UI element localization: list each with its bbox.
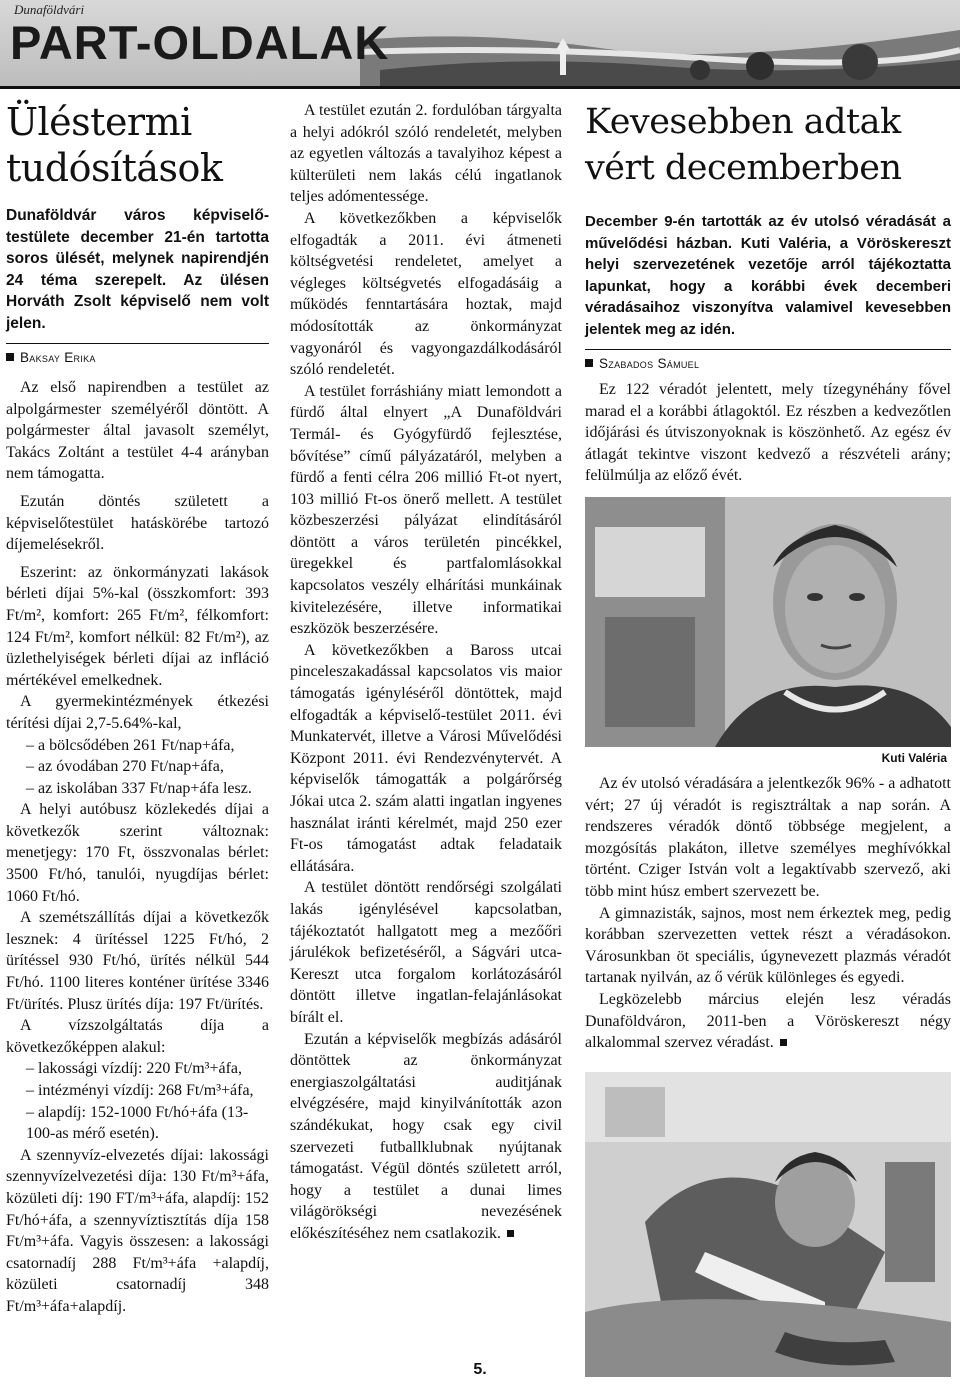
paragraph: A gyermekintézmények étkezési térítési díjai 2,7-5.64%-kal, (6, 693, 269, 732)
headline-line-1: Üléstermi (6, 100, 192, 144)
page-number: 5. (473, 1361, 487, 1378)
list-item: – az iskolában 337 Ft/nap+áfa lesz. (26, 779, 252, 797)
article-column-2 (290, 100, 562, 1244)
paragraph: Ezután döntés született a képviselőtestület hatáskörébe tartozó díjemelésekről. (6, 492, 269, 554)
masthead (0, 0, 960, 86)
photo-caption: Kuti Valéria (881, 750, 947, 765)
paragraph (585, 989, 951, 1054)
list-item: – az óvodában 270 Ft/nap+áfa, (26, 758, 224, 776)
author-name: Baksay Erika (20, 350, 96, 365)
paragraph (290, 1029, 562, 1245)
paragraph: A szennyvíz-elvezetés díjai: lakossági szennyvízelvezetési díja: 130 Ft/m³+áfa, közületi díj: 190 FT/m³+áfa, alapdíj: 152 Ft/hó+áfa, a szennyvíztisztítás díja 158 Ft/m³+áfa. Vagyis összesen: a lakossági csatornadíj 288 Ft/m³+áfa +alapdíj, közületi csatornadíj 348 Ft/m³+áfa+alapdíj. (6, 1146, 269, 1315)
article-lead: Dunaföldvár város képviselő-testülete december 21-én tartotta soros ülését, melynek napirendjén 24 téma szerepelt. Az ülésen Horváth Zsolt képviselő nem volt jelen. (6, 207, 269, 332)
article-column-3 (585, 95, 951, 1377)
end-mark-icon (780, 1039, 787, 1046)
article-headline (6, 99, 269, 191)
author-divider (6, 343, 269, 365)
headline-line-2: vért decemberben (585, 148, 902, 188)
portrait-photo (585, 497, 951, 747)
paragraph: Az első napirendben a testület az alpolgármester személyéről döntött. A polgármester által javasolt személyt, Takács Zoltánt a testület 4-4 arányban nem támogatta. (6, 379, 269, 483)
article-lead: December 9-én tartották az év utolsó véradását a művelődési házban. Kuti Valéria, a Vöröskereszt helyi szervezetének vezetője arról tájékoztatta lapunkat, hogy a korábbi évek decemberi véradásaihoz viszonyítva valamivel kevesebben jelentek meg az idén. (585, 213, 951, 338)
headline-line-1: Kevesebben adtak (585, 102, 901, 142)
paragraph: A testület forráshiány miatt lemondott a fürdő által elnyert „A Dunaföldvári Termál- és Gyógyfürdő fejlesztése, bővítése” című pályázatáról, melyben a fürdő a fenti célra 206 millió Ft-ot nyert, 103 millió Ft-os önerő mellett. A testület közbeszerzési pályázat elindításáról döntött a város területén pincékkel, üregekkel és partfalomlásokkal kapcsolatos veszély elhárítási munkáinak kivitelezésére, illetve informatikai eszközök beszerzésére. (290, 382, 562, 638)
article-author (6, 350, 269, 365)
blood-donation-image (585, 1072, 951, 1377)
paragraph: A helyi autóbusz közlekedés díjai a következők szerint változnak: menetjegy: 170 Ft, összvonalas bérlet: 3500 Ft/hó, tanulói, nyugdíjas bérlet: 1060 Ft/hó. (6, 801, 269, 905)
list-item: – alapdíj: 152-1000 Ft/hó+áfa (13-100-as mérő esetén). (26, 1103, 249, 1143)
blood-donation-photo (585, 1072, 951, 1377)
end-mark-icon (507, 1230, 514, 1237)
paragraph: A vízszolgáltatás díja a következőképpen alakul: (6, 1017, 269, 1056)
paragraph: Az év utolsó véradására a jelentkezők 96% - a adhatott vért; 27 új véradót is regisztráltak a nap során. A rendszeres véradók döntő többsége megjelent, a mozgósítás plakáton, illetve személyes meghívókkal történt. Cziger István volt a legaktívabb szervező, aki több mint húsz embert szervezett be. (585, 774, 951, 900)
masthead-rule (0, 86, 960, 89)
article-headline (585, 99, 951, 191)
portrait-image (585, 497, 951, 747)
paragraph: A testület ezután 2. fordulóban tárgyalta a helyi adókról szóló rendeletét, melyben az egyetlen változás a tavalyihoz képest a külterületi nem lakás célú ingatlanok teljes adómentessége. (290, 102, 562, 206)
paragraph: A szemétszállítás díjai a következők lesznek: 4 ürítéssel 1225 Ft/hó, 2 ürítéssel 930 Ft/hó, ürítés nélkül 544 Ft/hó. 1100 literes konténer ürítése 3346 Ft/ürítés. Plusz ürítés díja: 197 Ft/ürítés. (6, 909, 269, 1013)
paragraph-text: Legközelebb március elején lesz véradás Dunaföldváron, 2011-ben a Vöröskereszt négy alkalommal szervez véradást. (585, 990, 951, 1052)
square-bullet-icon (6, 353, 14, 361)
paragraph: A következőkben a képviselők elfogadták a 2011. évi átmeneti költségvetési rendeletet, amelyet a végleges költségvetés elfogadásáig a működés fenntartására hoztak, majd módosították az önkormányzat vagyonáról és vagyongazdálkodásáról szóló rendeletét. (290, 209, 562, 379)
list-item: – a bölcsődében 261 Ft/nap+áfa, (26, 736, 235, 754)
paragraph: Ez 122 véradót jelentett, mely tízegynéhány fővel marad el a korábbi átlagoktól. Ez részben a kedvezőtlen időjárási és útviszonyoknak is köszönhető. Az egész év átlagát tekintve viszont kedvező a részvételi arány; felülmúlja az előző évét. (585, 381, 951, 485)
list-item: – intézményi vízdíj: 268 Ft/m³+áfa, (26, 1082, 254, 1099)
paragraph: A gimnazisták, sajnos, most nem érkeztek meg, pedig korábban szervezetten vettek részt a véradásokon. Városunkban öt speciális, úgynevezett plazmás véradót tartanak nyilván, az ő vérük különleges és egyedi. (585, 904, 951, 987)
headline-line-2: tudósítások (6, 146, 223, 190)
paragraph-text: Ezután a képviselők megbízás adásáról döntöttek az önkormányzat energiaszolgáltatási auditjának elvégzésére, majd kinyilvánították azon szándékukat, hogy csak egy civil szervezeti futballklubnak nyújtanak támogatást. Végül döntés született arról, hogy a testület a dunai limes világörökségi nevezésének előkészítéséhez nem csatlakozik. (290, 1030, 562, 1242)
list-item: – lakossági vízdíj: 220 Ft/m³+áfa, (26, 1060, 243, 1078)
square-bullet-icon (585, 359, 593, 367)
article-author (585, 356, 951, 371)
paragraph: A következőkben a Baross utcai pinceleszakadással kapcsolatos vis maior támogatás igényléséről döntöttek, majd elfogadták a képviselő-testület 2011. évi Munkatervét, illetve a Városi Művelődési Központ 2011. évi Rendezvénytervét. A képviselők támogatták a polgárőrség Jókai utca 2. szám alatti ingatlan ingyenes használat iránti kérelmét, majd 250 ezer Ft-os támogatást adtak feladataik ellátására. (290, 641, 562, 875)
masthead-town: Dunaföldvári (14, 2, 85, 17)
masthead-title: PART-OLDALAK (10, 16, 390, 69)
paragraph: Eszerint: az önkormányzati lakások bérleti díjai 5%-kal (összkomfort: 393 Ft/m², komfort: 265 Ft/m², félkomfort: 124 Ft/m², komfort nélkül: 82 Ft/m²), az üzlethelyiségek bérleti díjai az infláció mértékével emelkednek. (6, 563, 269, 689)
author-divider (585, 349, 951, 371)
article-column-1 (6, 95, 269, 1318)
paragraph: A testület döntött rendőrségi szolgálati lakás igénylésével kapcsolatban, tájékoztatót hallgatott meg a mezőőri járulékok befizetéséről, a Ságvári utca- Kereszt utca forgalom korlátozásáról döntött illetve ingatlan-felajánlásokat bírált el. (290, 879, 562, 1026)
author-name: Szabados Sámuel (599, 356, 700, 371)
